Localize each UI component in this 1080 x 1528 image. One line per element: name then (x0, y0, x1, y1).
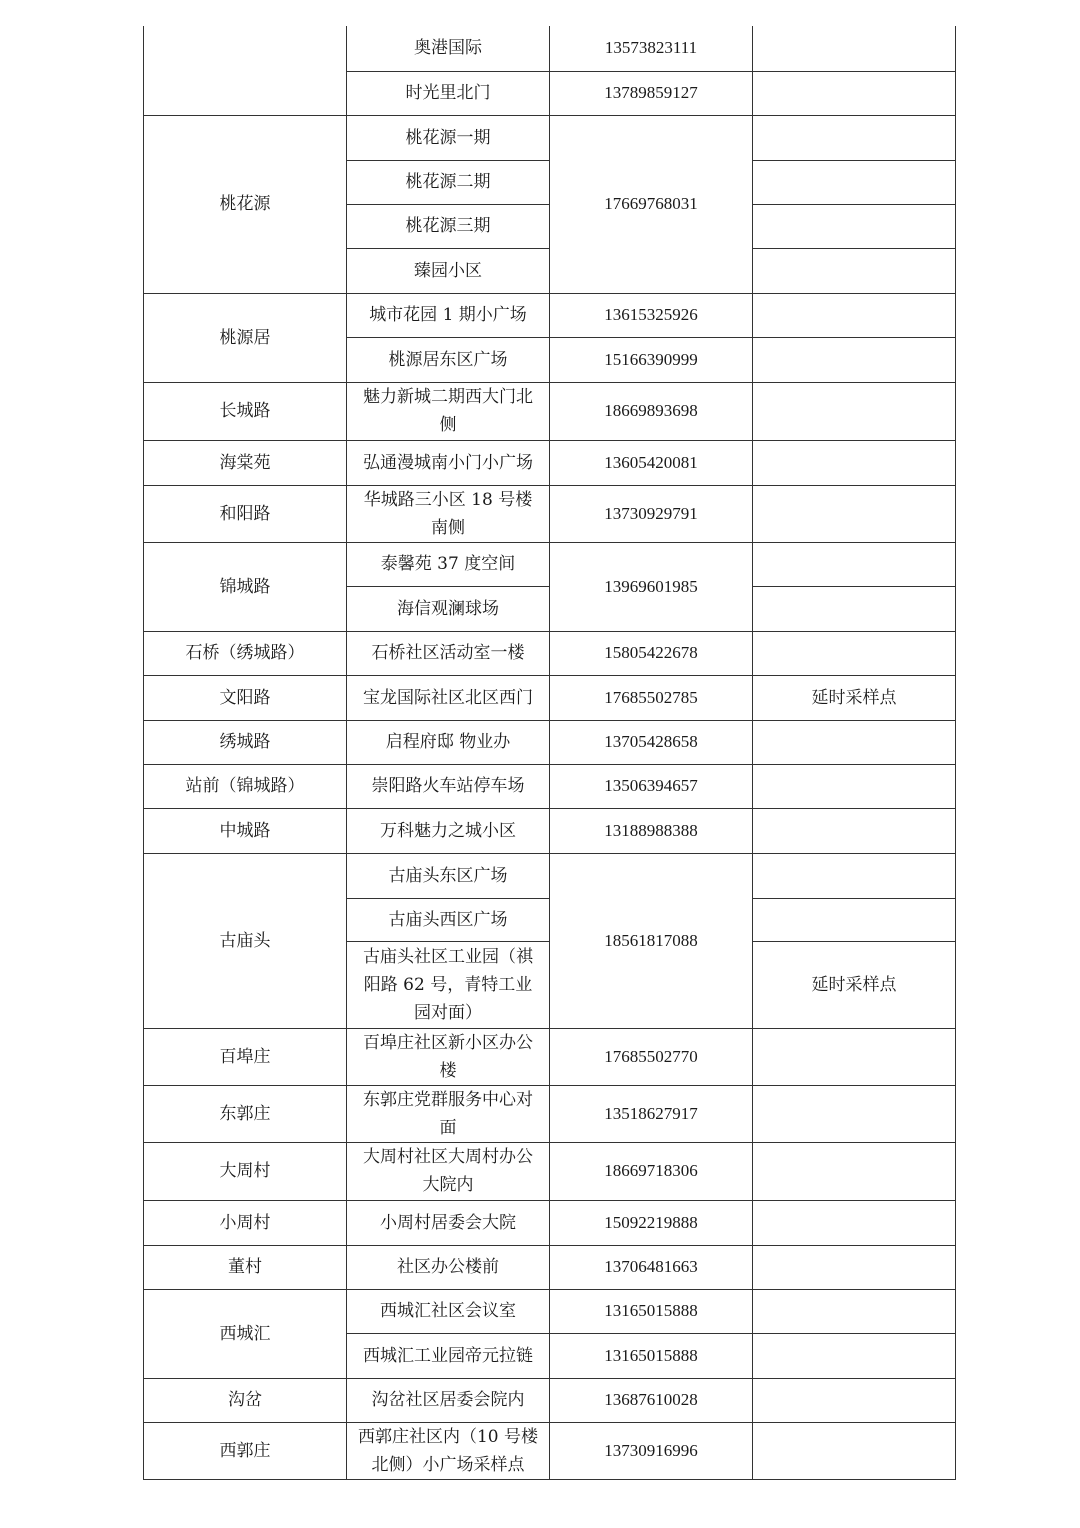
phone-cell: 13730929791 (550, 485, 753, 542)
site-cell: 西城汇社区会议室 (347, 1289, 550, 1333)
note-cell (753, 115, 956, 160)
note-cell (753, 1028, 956, 1085)
table-row (144, 1028, 956, 1085)
site-cell: 华城路三小区 18 号楼南侧 (347, 485, 550, 542)
table-row (144, 631, 956, 675)
site-cell: 桃花源三期 (347, 204, 550, 248)
table-row (144, 764, 956, 808)
table-row (144, 1378, 956, 1422)
note-cell (753, 764, 956, 808)
note-cell (753, 26, 956, 71)
community-cell: 小周村 (144, 1200, 347, 1245)
note-cell (753, 808, 956, 853)
site-cell: 百埠庄社区新小区办公楼 (347, 1028, 550, 1085)
site-cell: 西郭庄社区内（10 号楼北侧）小广场采样点 (347, 1422, 550, 1479)
phone-cell: 15092219888 (550, 1200, 753, 1245)
table-row (144, 1245, 956, 1289)
note-cell (753, 1333, 956, 1378)
phone-cell: 13706481663 (550, 1245, 753, 1289)
note-cell (753, 1245, 956, 1289)
phone-cell: 13506394657 (550, 764, 753, 808)
community-cell: 站前（锦城路） (144, 764, 347, 808)
community-cell: 西郭庄 (144, 1422, 347, 1479)
community-cell (144, 26, 347, 115)
site-cell: 泰馨苑 37 度空间 (347, 542, 550, 586)
site-cell: 时光里北门 (347, 71, 550, 115)
site-cell: 弘通漫城南小门小广场 (347, 440, 550, 485)
community-cell: 绣城路 (144, 720, 347, 764)
site-cell: 石桥社区活动室一楼 (347, 631, 550, 675)
table-row (144, 720, 956, 764)
phone-cell: 17685502770 (550, 1028, 753, 1085)
phone-cell: 18561817088 (550, 853, 753, 1028)
community-cell: 海棠苑 (144, 440, 347, 485)
site-cell: 古庙头东区广场 (347, 853, 550, 898)
phone-cell: 13573823111 (550, 26, 753, 71)
community-cell: 大周村 (144, 1142, 347, 1200)
site-cell: 桃花源二期 (347, 160, 550, 204)
community-cell: 文阳路 (144, 675, 347, 720)
phone-cell: 13165015888 (550, 1333, 753, 1378)
table-row (144, 1200, 956, 1245)
community-cell: 桃花源 (144, 115, 347, 293)
phone-cell: 13730916996 (550, 1422, 753, 1479)
community-cell: 长城路 (144, 382, 347, 440)
phone-cell: 13789859127 (550, 71, 753, 115)
note-cell (753, 1289, 956, 1333)
site-cell: 魅力新城二期西大门北侧 (347, 382, 550, 440)
phone-cell: 17685502785 (550, 675, 753, 720)
note-cell (753, 720, 956, 764)
community-cell: 和阳路 (144, 485, 347, 542)
note-cell (753, 853, 956, 898)
phone-cell: 18669718306 (550, 1142, 753, 1200)
note-cell (753, 293, 956, 337)
phone-cell: 17669768031 (550, 115, 753, 293)
site-cell: 大周村社区大周村办公大院内 (347, 1142, 550, 1200)
table-row (144, 1142, 956, 1200)
note-cell (753, 586, 956, 631)
community-cell: 百埠庄 (144, 1028, 347, 1085)
note-cell (753, 71, 956, 115)
table-row (144, 1422, 956, 1479)
table-body (144, 26, 956, 1479)
site-cell: 古庙头西区广场 (347, 898, 550, 941)
table-row (144, 675, 956, 720)
note-cell (753, 631, 956, 675)
site-cell: 臻园小区 (347, 248, 550, 293)
note-cell (753, 1200, 956, 1245)
note-cell (753, 485, 956, 542)
phone-cell: 13969601985 (550, 542, 753, 631)
sampling-sites-table (143, 26, 956, 1480)
phone-cell: 15805422678 (550, 631, 753, 675)
site-cell: 东郭庄党群服务中心对面 (347, 1085, 550, 1142)
phone-cell: 13687610028 (550, 1378, 753, 1422)
site-cell: 古庙头社区工业园（祺阳路 62 号，青特工业园对面） (347, 941, 550, 1028)
table-row (144, 115, 956, 160)
table-row (144, 808, 956, 853)
site-cell: 宝龙国际社区北区西门 (347, 675, 550, 720)
site-cell: 海信观澜球场 (347, 586, 550, 631)
table-row (144, 853, 956, 898)
community-cell: 锦城路 (144, 542, 347, 631)
community-cell: 中城路 (144, 808, 347, 853)
note-cell (753, 1378, 956, 1422)
table-row (144, 440, 956, 485)
site-cell: 崇阳路火车站停车场 (347, 764, 550, 808)
site-cell: 城市花园 1 期小广场 (347, 293, 550, 337)
note-cell (753, 160, 956, 204)
note-cell (753, 337, 956, 382)
note-cell (753, 204, 956, 248)
phone-cell: 13188988388 (550, 808, 753, 853)
phone-cell: 13615325926 (550, 293, 753, 337)
note-cell (753, 898, 956, 941)
table-row (144, 1289, 956, 1333)
site-cell: 西城汇工业园帝元拉链 (347, 1333, 550, 1378)
note-cell (753, 1142, 956, 1200)
phone-cell: 13518627917 (550, 1085, 753, 1142)
site-cell: 奥港国际 (347, 26, 550, 71)
phone-cell: 13705428658 (550, 720, 753, 764)
table-row (144, 293, 956, 337)
table-row (144, 26, 956, 71)
community-cell: 古庙头 (144, 853, 347, 1028)
table-row (144, 1085, 956, 1142)
community-cell: 桃源居 (144, 293, 347, 382)
site-cell: 沟岔社区居委会院内 (347, 1378, 550, 1422)
site-cell: 桃源居东区广场 (347, 337, 550, 382)
note-cell (753, 542, 956, 586)
site-cell: 启程府邸 物业办 (347, 720, 550, 764)
community-cell: 西城汇 (144, 1289, 347, 1378)
site-cell: 桃花源一期 (347, 115, 550, 160)
community-cell: 石桥（绣城路） (144, 631, 347, 675)
note-cell (753, 382, 956, 440)
note-cell (753, 440, 956, 485)
site-cell: 万科魅力之城小区 (347, 808, 550, 853)
table-row (144, 485, 956, 542)
note-cell (753, 1422, 956, 1479)
note-cell: 延时采样点 (753, 675, 956, 720)
table-row (144, 382, 956, 440)
note-cell (753, 248, 956, 293)
community-cell: 董村 (144, 1245, 347, 1289)
note-cell: 延时采样点 (753, 941, 956, 1028)
note-cell (753, 1085, 956, 1142)
table-row (144, 542, 956, 586)
phone-cell: 18669893698 (550, 382, 753, 440)
phone-cell: 13165015888 (550, 1289, 753, 1333)
phone-cell: 15166390999 (550, 337, 753, 382)
community-cell: 东郭庄 (144, 1085, 347, 1142)
phone-cell: 13605420081 (550, 440, 753, 485)
community-cell: 沟岔 (144, 1378, 347, 1422)
site-cell: 社区办公楼前 (347, 1245, 550, 1289)
site-cell: 小周村居委会大院 (347, 1200, 550, 1245)
